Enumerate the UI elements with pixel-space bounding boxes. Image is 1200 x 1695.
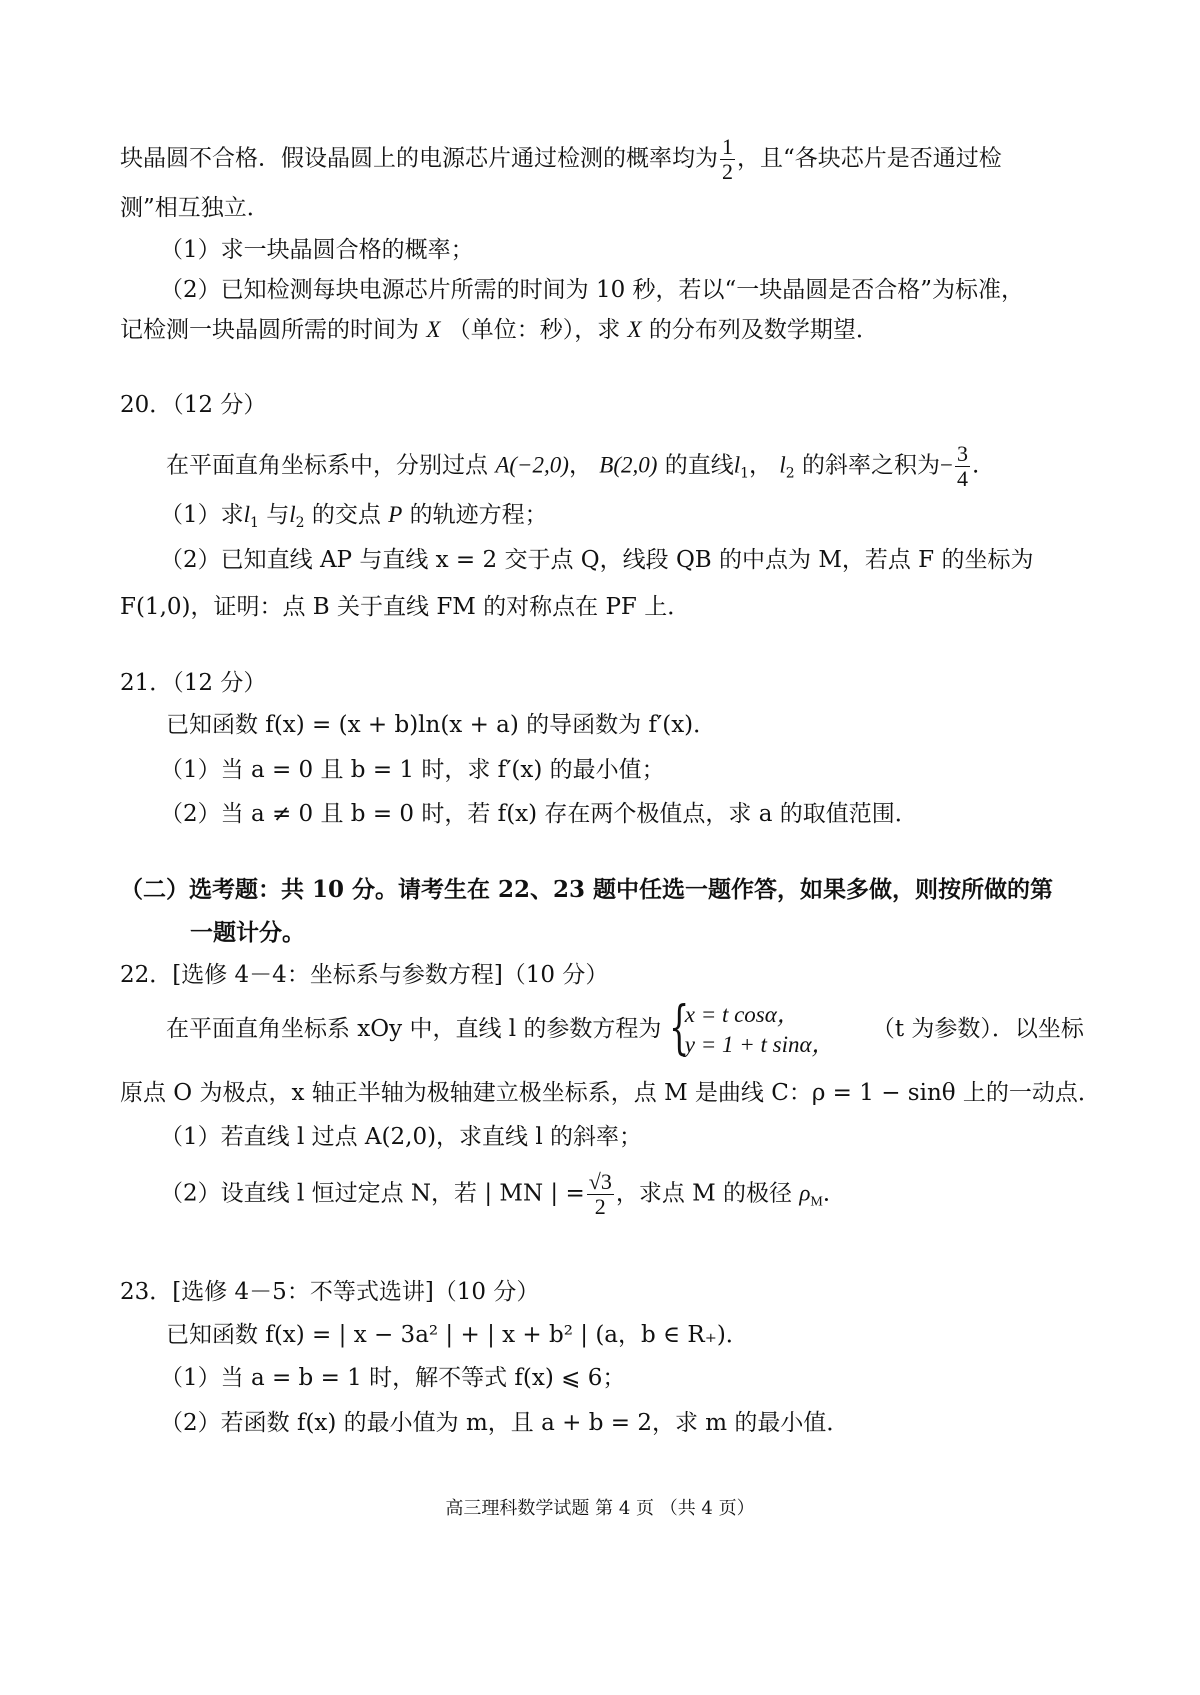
- q19-var-x2: X: [627, 317, 642, 342]
- q20-stem-c: 的直线: [664, 452, 734, 479]
- section2-line2: 一题计分。: [190, 919, 305, 946]
- q19-frac-den: 2: [722, 159, 733, 184]
- q20-p1-c: 的交点: [311, 502, 381, 528]
- q19-part2-line2: [120, 315, 879, 345]
- q19-p2-a: 记检测一块晶圆所需的时间为: [120, 317, 419, 343]
- q22-fraction: [587, 1170, 614, 1219]
- q22-stem-a: 在平面直角坐标系 xOy 中，直线 l 的参数方程为: [166, 1016, 662, 1042]
- q19-frac-num: 1: [722, 134, 733, 159]
- q20-stem-b: ，: [568, 452, 592, 479]
- q21-stem: 已知函数 f(x) = (x + b)ln(x + a) 的导函数为 f′(x)．: [166, 712, 717, 738]
- q22-p2-b: ，求点 M 的极径: [615, 1180, 793, 1207]
- q20-frac-den: 4: [956, 466, 968, 491]
- q22-line2: 原点 O 为极点，x 轴正半轴为极轴建立极坐标系，点 M 是曲线 C：ρ = 1 − sinθ 上的一动点．: [120, 1080, 1101, 1106]
- q21-part2: （2）当 a ≠ 0 且 b = 0 时，若 f(x) 存在两个极值点，求 a 的取值范围．: [160, 801, 918, 827]
- q20-stem-d: 的斜率之积为: [801, 452, 940, 479]
- q19-line2: 测”相互独立．: [120, 195, 270, 221]
- q20-l2: l: [779, 452, 786, 478]
- page-footer: 高三理科数学试题 第 4 页 （共 4 页）: [445, 1498, 755, 1519]
- q20-l1: l: [733, 452, 741, 478]
- q22-rho-sub: M: [810, 1194, 823, 1210]
- q22-rho: ρ: [799, 1180, 811, 1206]
- q20-sub1: 1: [740, 465, 750, 482]
- q20-stem: 在平面直角坐标系中，分别过点 A(−2,0)， B(2,0) 的直线$l_1$， $l_2$ 的斜率之积为− $\frac{3}{4}$ .: [166, 441, 980, 491]
- q20-p1-d: 的轨迹方程；: [409, 502, 548, 528]
- q22-part1: （1）若直线 l 过点 A(2,0)，求直线 l 的斜率；: [160, 1124, 643, 1150]
- q19-fraction: [720, 135, 735, 184]
- q20-stem-a: 在平面直角坐标系中，分别过点: [166, 452, 488, 479]
- q22-frac-num: √3: [588, 1169, 612, 1194]
- q19-text-a: 块晶圆不合格．假设晶圆上的电源芯片通过检测的概率均为: [120, 145, 718, 172]
- q19-part2-line1: （2）已知检测每块电源芯片所需的时间为 10 秒，若以“一块晶圆是否合格”为标准，: [160, 277, 1025, 303]
- q23-part2: （2）若函数 f(x) 的最小值为 m，且 a + b = 2，求 m 的最小值．: [160, 1410, 850, 1436]
- q19-text-b: ，且“各块芯片是否通过检: [737, 145, 1002, 172]
- q20-p1-b: 与: [266, 502, 290, 528]
- q20-p1-a: （1）求: [160, 502, 244, 528]
- q20-p1-l1: l: [243, 502, 251, 527]
- q20-p1-sub1: 1: [250, 515, 259, 531]
- q20-point-a: A(−2,0): [495, 452, 569, 478]
- q20-p1-p: P: [388, 502, 403, 527]
- q20-part1: [160, 500, 548, 538]
- q22-stem-b: （t 为参数）．以坐标: [871, 1016, 1084, 1042]
- q21-header: 21．（12 分）: [120, 670, 267, 696]
- q20-frac-num: 3: [956, 441, 968, 466]
- q20-part2-line1: （2）已知直线 AP 与直线 x = 2 交于点 Q，线段 QB 的中点为 M，若点 F 的坐标为: [160, 547, 1034, 573]
- q22-param-system: [668, 993, 835, 1061]
- q19-part1: （1）求一块晶圆合格的概率；: [160, 237, 474, 263]
- q22-part2: [160, 1170, 846, 1219]
- q22-stem: [166, 993, 1084, 1061]
- q20-point-b: B(2,0): [599, 452, 658, 478]
- q20-minus: −: [939, 452, 953, 478]
- q23-part1: （1）当 a = b = 1 时，解不等式 f(x) ⩽ 6；: [160, 1365, 626, 1391]
- q23-header: 23．[选修 4－5：不等式选讲]（10 分）: [120, 1279, 540, 1305]
- q22-frac-den: 2: [594, 1194, 606, 1219]
- q22-p2-a: （2）设直线 l 恒过定点 N，若 | MN | =: [160, 1180, 585, 1207]
- q19-line1: [120, 135, 1002, 184]
- q19-var-x1: X: [426, 317, 441, 342]
- q20-fraction: [955, 442, 970, 491]
- section2-line1: （二）选考题：共 10 分。请考生在 22、23 题中任选一题作答，如果多做，则按所做的第: [120, 876, 1054, 903]
- q21-part1: （1）当 a = 0 且 b = 1 时，求 f′(x) 的最小值；: [160, 757, 665, 783]
- q19-p2-b: （单位：秒），求: [447, 317, 621, 343]
- q20-stem-end: .: [971, 452, 980, 479]
- q20-part2-line2: F(1,0)，证明：点 B 关于直线 FM 的对称点在 PF 上．: [120, 594, 691, 620]
- q20-p1-l2: l: [289, 502, 296, 527]
- q22-sys-row2: y = 1 + t sinα，: [684, 1032, 835, 1057]
- q23-stem: 已知函数 f(x) = | x − 3a² | + | x + b² | (a，b ∈ R₊)．: [166, 1322, 749, 1348]
- q20-p1-sub2: 2: [295, 515, 305, 531]
- q22-p2-end: ．: [822, 1180, 846, 1207]
- q20-header: 20．（12 分）: [120, 392, 267, 418]
- q19-p2-c: 的分布列及数学期望．: [648, 317, 879, 343]
- q22-sys-row1: x = t cosα，: [684, 1002, 800, 1027]
- q20-sub2: 2: [785, 465, 795, 482]
- q22-header: 22．[选修 4－4：坐标系与参数方程]（10 分）: [120, 962, 609, 988]
- q22-brace: {: [668, 993, 690, 1061]
